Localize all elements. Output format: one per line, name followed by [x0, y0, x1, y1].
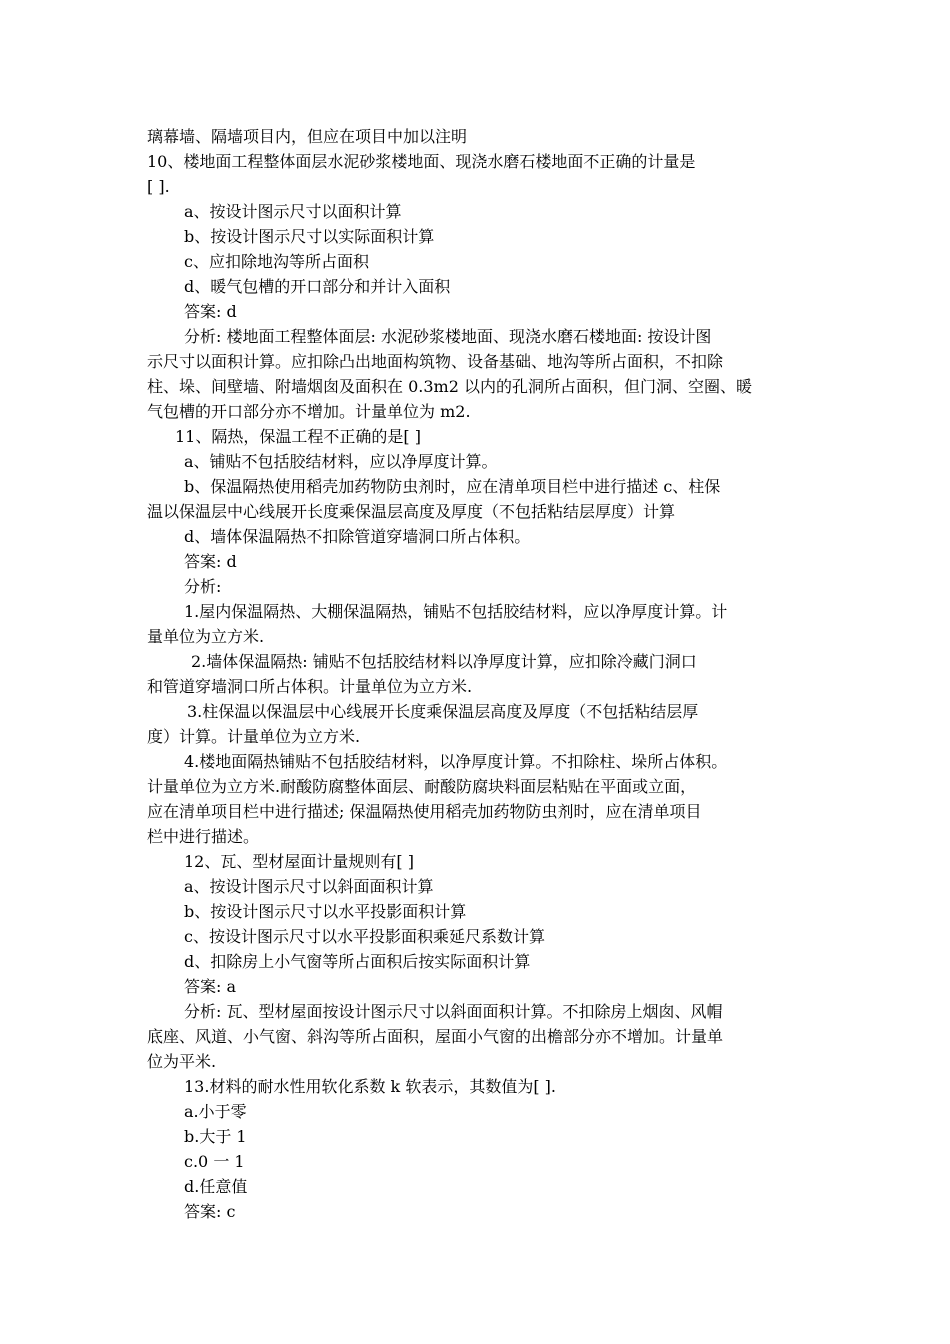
text-line: 底座、风道、小气窗、斜沟等所占面积，屋面小气窗的出檐部分亦不增加。计量单	[147, 1027, 724, 1046]
text-line: 璃幕墙、隔墙项目内，但应在项目中加以注明	[147, 127, 468, 146]
text-line: 示尺寸以面积计算。应扣除凸出地面构筑物、设备基础、地沟等所占面积，不扣除	[147, 352, 724, 371]
text-line: [ ].	[147, 177, 170, 196]
text-line: 答案: c	[184, 1202, 236, 1221]
text-line: c、应扣除地沟等所占面积	[184, 252, 369, 271]
text-line: 13.材料的耐水性用软化系数 k 软表示，其数值为[ ].	[184, 1077, 556, 1096]
text-line: 1.屋内保温隔热、大棚保温隔热，铺贴不包括胶结材料，应以净厚度计算。计	[184, 602, 728, 621]
text-line: a、按设计图示尺寸以斜面面积计算	[184, 877, 434, 896]
text-line: b、保温隔热使用稻壳加药物防虫剂时，应在清单项目栏中进行描述 c、柱保	[184, 477, 721, 496]
text-line: 3.柱保温以保温层中心线展开长度乘保温层高度及厚度（不包括粘结层厚	[187, 702, 699, 721]
text-line: 答案: d	[184, 302, 237, 321]
text-line: b、按设计图示尺寸以实际面积计算	[184, 227, 435, 246]
document-body	[147, 124, 807, 1224]
text-line: b、按设计图示尺寸以水平投影面积计算	[184, 902, 467, 921]
text-line: 12、瓦、型材屋面计量规则有[ ]	[184, 852, 414, 871]
text-line: 应在清单项目栏中进行描述; 保温隔热使用稻壳加药物防虫剂时，应在清单项目	[147, 802, 702, 821]
text-line: 栏中进行描述。	[147, 827, 260, 846]
text-line: 气包槽的开口部分亦不增加。计量单位为 m2.	[147, 402, 471, 421]
text-line: 答案: a	[184, 977, 237, 996]
text-line: c.0 一 1	[184, 1152, 245, 1171]
text-line: 分析:	[184, 577, 222, 596]
text-line: d、墙体保温隔热不扣除管道穿墙洞口所占体积。	[184, 527, 531, 546]
text-line: d.任意值	[184, 1177, 248, 1196]
text-line: d、扣除房上小气窗等所占面积后按实际面积计算	[184, 952, 531, 971]
text-line: a、铺贴不包括胶结材料，应以净厚度计算。	[184, 452, 498, 471]
text-line: d、暖气包槽的开口部分和并计入面积	[184, 277, 451, 296]
text-line: a、按设计图示尺寸以面积计算	[184, 202, 402, 221]
text-line: 计量单位为立方米.耐酸防腐整体面层、耐酸防腐块料面层粘贴在平面或立面，	[147, 777, 697, 796]
text-line: 10、楼地面工程整体面层水泥砂浆楼地面、现浇水磨石楼地面不正确的计量是	[147, 152, 696, 171]
text-line: c、按设计图示尺寸以水平投影面积乘延尺系数计算	[184, 927, 545, 946]
text-line: 分析: 瓦、型材屋面按设计图示尺寸以斜面面积计算。不扣除房上烟囱、风帽	[184, 1002, 723, 1021]
text-line: 位为平米.	[147, 1052, 217, 1071]
text-line: 温以保温层中心线展开长度乘保温层高度及厚度（不包括粘结层厚度）计算	[147, 502, 676, 521]
text-line: 4.楼地面隔热铺贴不包括胶结材料，以净厚度计算。不扣除柱、垛所占体积。	[184, 752, 728, 771]
text-line: 度）计算。计量单位为立方米.	[147, 727, 361, 746]
text-line: a.小于零	[184, 1102, 247, 1121]
text-line: b.大于 1	[184, 1127, 247, 1146]
text-line: 答案: d	[184, 552, 237, 571]
text-line: 柱、垛、间壁墙、附墙烟囱及面积在 0.3m2 以内的孔洞所占面积，但门洞、空圈、暖	[147, 377, 752, 396]
text-line: 量单位为立方米.	[147, 627, 265, 646]
text-line: 分析: 楼地面工程整体面层: 水泥砂浆楼地面、现浇水磨石楼地面: 按设计图	[184, 327, 712, 346]
text-line: 2.墙体保温隔热: 铺贴不包括胶结材料以净厚度计算，应扣除冷藏门洞口	[191, 652, 697, 671]
text-line: 11、隔热，保温工程不正确的是[ ]	[175, 427, 421, 446]
text-line: 和管道穿墙洞口所占体积。计量单位为立方米.	[147, 677, 473, 696]
